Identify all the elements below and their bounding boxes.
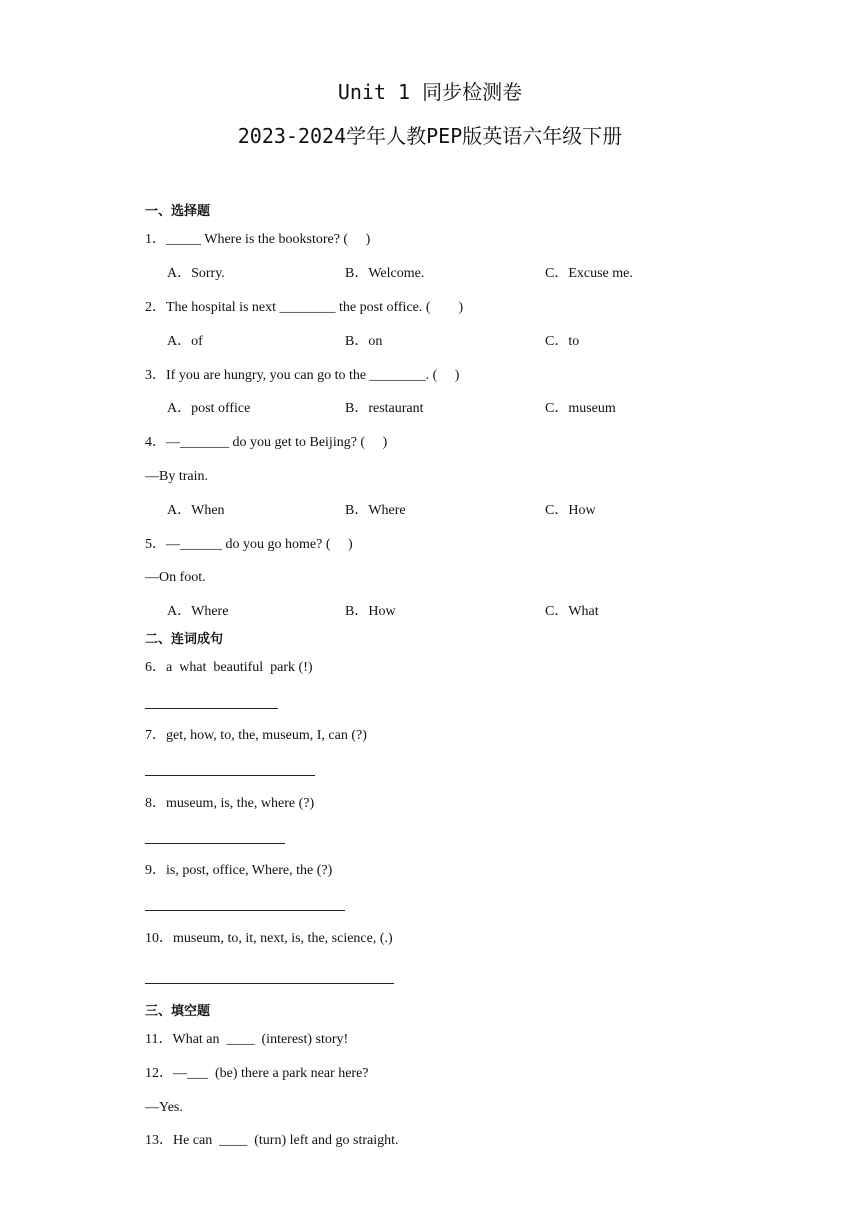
answer-line-10[interactable] xyxy=(145,983,394,984)
q2-option-c: C．to xyxy=(545,334,580,349)
question-2: 2．The hospital is next ________ the post office. ( ) xyxy=(145,300,464,315)
question-9: 9．is, post, office, Where, the (?) xyxy=(145,863,333,878)
section-heading-fill-blanks: 三、填空题 xyxy=(145,1004,211,1019)
question-5: 5．—______ do you go home? ( ) xyxy=(145,537,353,552)
q2-option-b: B．on xyxy=(345,334,383,349)
q1-option-c: C．Excuse me. xyxy=(545,266,633,281)
document-title: Unit 1 同步检测卷 xyxy=(337,80,523,104)
question-8: 8．museum, is, the, where (?) xyxy=(145,796,315,811)
q1-option-b: B．Welcome. xyxy=(345,266,425,281)
q3-option-c: C．museum xyxy=(545,401,616,416)
question-13: 13．He can ____ (turn) left and go straight. xyxy=(145,1133,399,1148)
section-heading-sentence-building: 二、连词成句 xyxy=(145,632,224,647)
q3-option-a: A．post office xyxy=(167,401,251,416)
answer-line-6[interactable] xyxy=(145,708,278,709)
q4-option-c: C．How xyxy=(545,503,596,518)
question-4: 4．—_______ do you get to Beijing? ( ) xyxy=(145,435,388,450)
q4-option-b: B．Where xyxy=(345,503,406,518)
q5-option-b: B．How xyxy=(345,604,396,619)
question-11: 11．What an ____ (interest) story! xyxy=(145,1032,349,1047)
q4-option-a: A．When xyxy=(167,503,225,518)
question-4-reply: —By train. xyxy=(145,469,208,484)
q2-option-a: A．of xyxy=(167,334,203,349)
question-6: 6．a what beautiful park (!) xyxy=(145,660,313,675)
document-subtitle: 2023-2024学年人教PEP版英语六年级下册 xyxy=(237,124,623,148)
question-5-reply: —On foot. xyxy=(145,570,206,585)
question-10: 10．museum, to, it, next, is, the, science, (.) xyxy=(145,931,393,946)
question-7: 7．get, how, to, the, museum, I, can (?) xyxy=(145,728,367,743)
question-1: 1．_____ Where is the bookstore? ( ) xyxy=(145,232,371,247)
answer-line-8[interactable] xyxy=(145,843,285,844)
q3-option-b: B．restaurant xyxy=(345,401,424,416)
answer-line-7[interactable] xyxy=(145,775,315,776)
q5-option-a: A．Where xyxy=(167,604,229,619)
question-12-reply: —Yes. xyxy=(145,1100,183,1115)
answer-line-9[interactable] xyxy=(145,910,345,911)
question-12: 12．—___ (be) there a park near here? xyxy=(145,1066,369,1081)
question-3: 3．If you are hungry, you can go to the ________. ( ) xyxy=(145,368,460,383)
section-heading-choice: 一、选择题 xyxy=(145,204,211,219)
q1-option-a: A．Sorry. xyxy=(167,266,225,281)
q5-option-c: C．What xyxy=(545,604,599,619)
